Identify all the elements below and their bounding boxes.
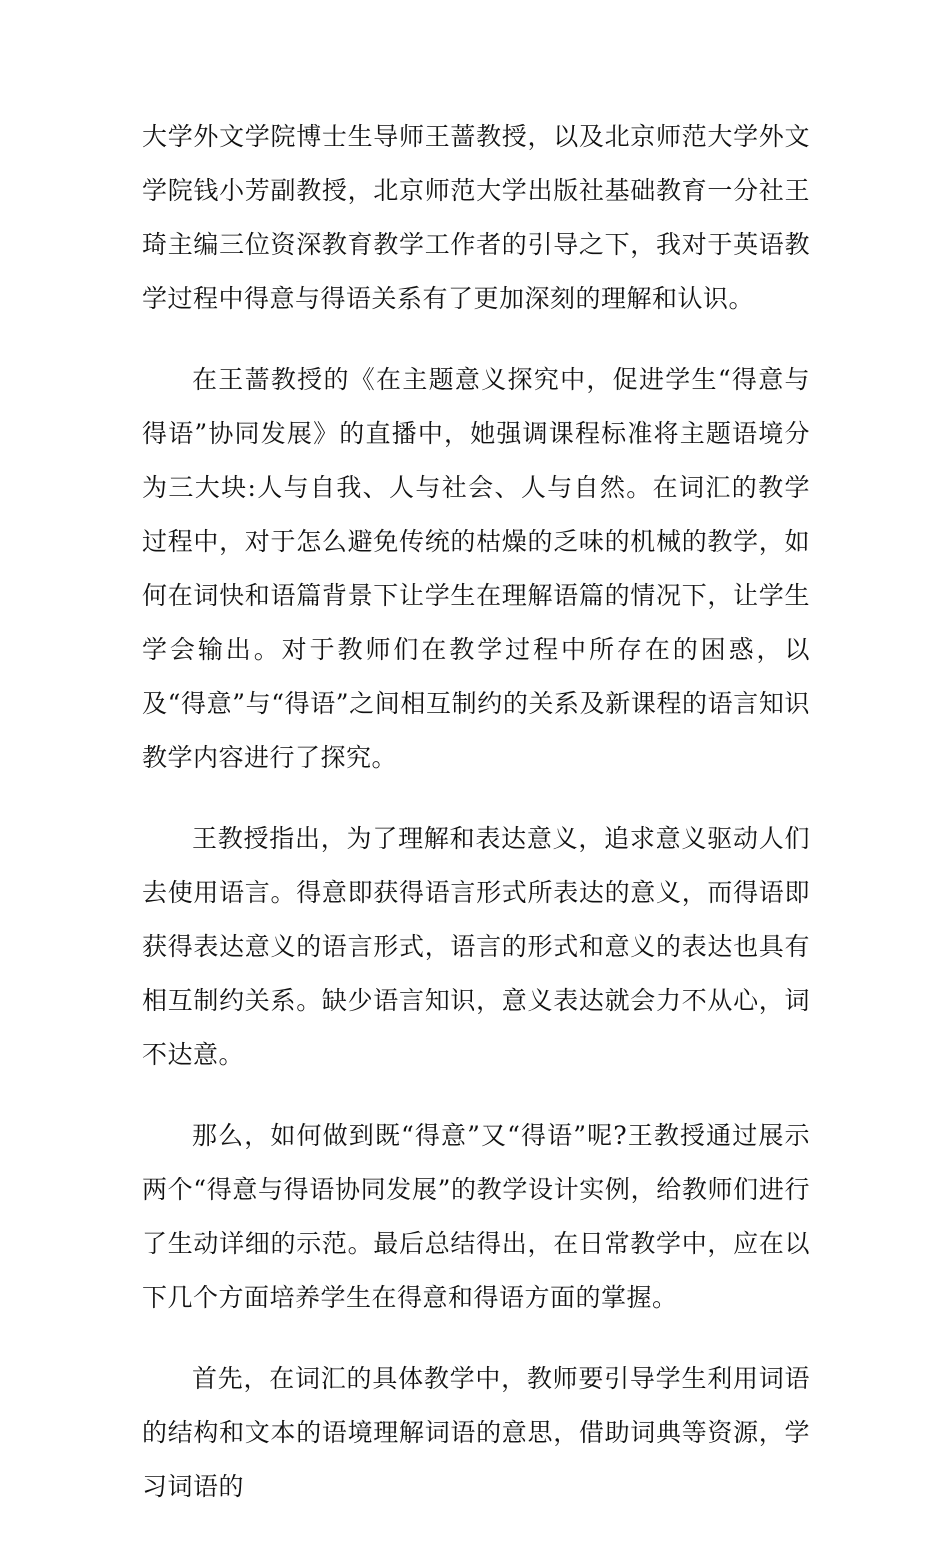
paragraph-5: 首先，在词汇的具体教学中，教师要引导学生利用词语的结构和文本的语境理解词语的意思，借助词典等资源，学习词语的 [142,1364,810,1501]
paragraph-4: 那么，如何做到既“得意”又“得语”呢?王教授通过展示两个“得意与得语协同发展”的教学设计实例，给教师们进行了生动详细的示范。最后总结得出，在日常教学中，应在以下几个方面培养学生在得意和得语方面的掌握。 [142,1121,810,1312]
paragraph-2: 在王蔷教授的《在主题意义探究中，促进学生“得意与得语”协同发展》的直播中，她强调课程标准将主题语境分为三大块:人与自我、人与社会、人与自然。在词汇的教学过程中，对于怎么避免传统的枯燥的乏味的机械的教学，如何在词快和语篇背景下让学生在理解语篇的情况下，让学生学会输出。对于教师们在教学过程中所存在的困惑，以及“得意”与“得语”之间相互制约的关系及新课程的语言知识教学内容进行了探究。 [142,365,810,772]
document-body [142,110,810,1541]
paragraph-3: 王教授指出，为了理解和表达意义，追求意义驱动人们去使用语言。得意即获得语言形式所表达的意义，而得语即获得表达意义的语言形式，语言的形式和意义的表达也具有相互制约关系。缺少语言知识，意义表达就会力不从心，词不达意。 [142,824,810,1069]
paragraph-1: 大学外文学院博士生导师王蔷教授，以及北京师范大学外文学院钱小芳副教授，北京师范大学出版社基础教育一分社王琦主编三位资深教育教学工作者的引导之下，我对于英语教学过程中得意与得语关系有了更加深刻的理解和认识。 [142,122,810,313]
